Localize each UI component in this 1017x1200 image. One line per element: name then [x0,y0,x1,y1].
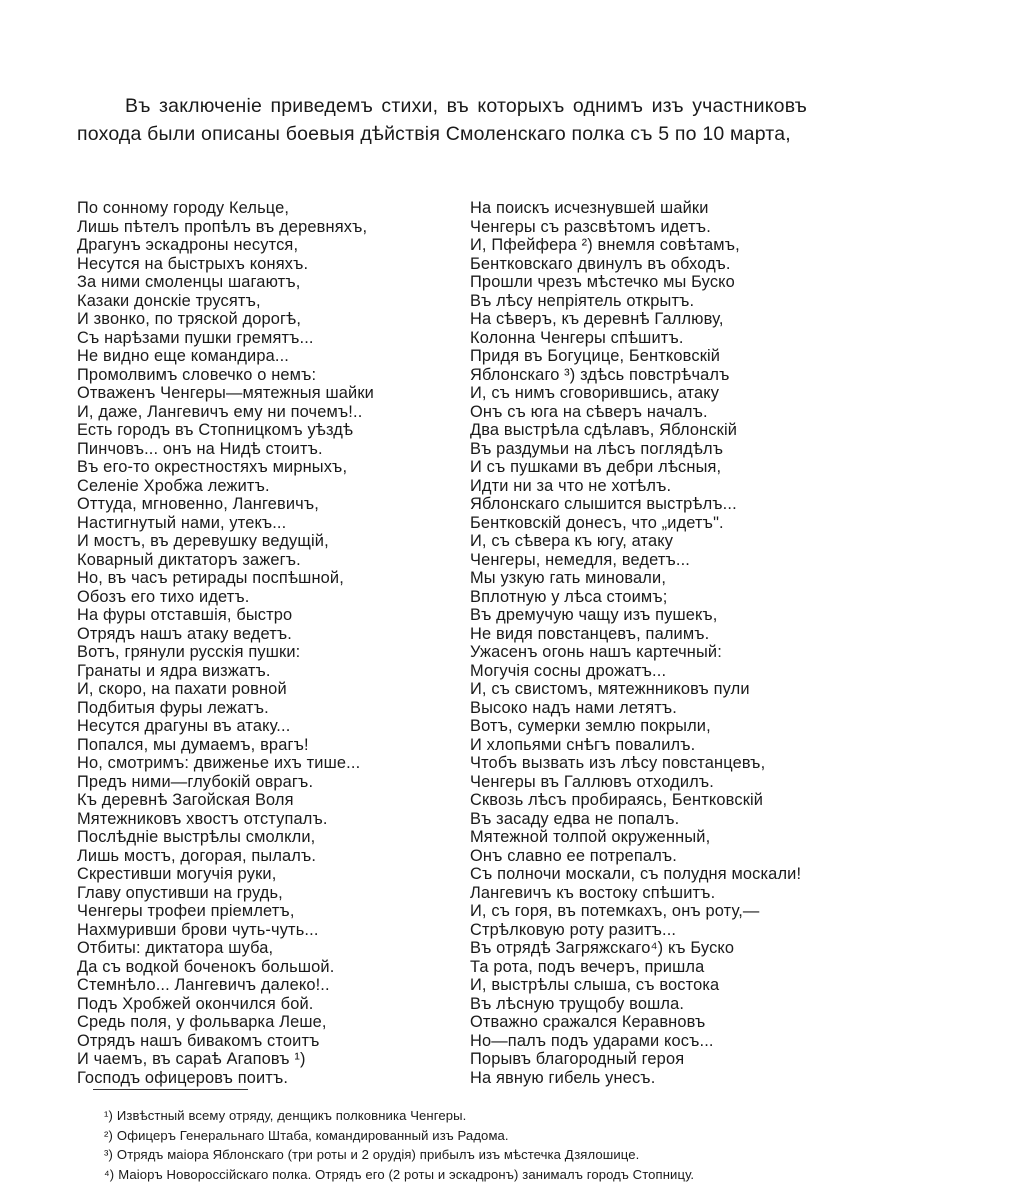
poem-line: Онъ славно ее потрепалъ. [470,846,678,865]
poem-line: На явную гибель унесъ. [470,1068,656,1087]
poem-line: Настигнутый нами, утекъ... [77,513,287,532]
poem-line: Отрядъ нашъ атаку ведетъ. [77,624,292,643]
poem-line: Высоко надъ нами летятъ. [470,698,677,717]
poem-line: Лангевичъ къ востоку спѣшитъ. [470,883,716,902]
poem-line: Въ лѣсную трущобу вошла. [470,994,685,1013]
poem-line: И мостъ, въ деревушку ведущій, [77,532,329,550]
poem-line: Ченгеры съ разсвѣтомъ идетъ. [470,217,711,236]
poem-line: Гранаты и ядра визжатъ. [77,661,271,680]
poem-line: Къ деревнѣ Загойская Воля [77,791,294,809]
poem-line: На фуры отставшія, быстро [77,606,293,624]
poem-line: Въ его-то окрестностяхъ мирныхъ, [77,458,348,476]
poem-line: Да съ водкой боченокъ большой. [77,957,335,976]
poem-line: Оттуда, мгновенно, Лангевичъ, [77,495,319,513]
footnote-number: ³) [104,1147,113,1163]
poem-line: Вотъ, сумерки землю покрыли, [470,717,711,735]
poem-line: Но, смотримъ: движенье ихъ тише... [77,754,361,772]
poem-line: Вплотную у лѣса стоимъ; [470,587,668,606]
poem-line: Ужасенъ огонь нашъ картечный: [470,643,722,661]
poem-line: Порывъ благородный героя [470,1050,685,1068]
footnote-number: ¹) [104,1108,113,1123]
poem-line: И, даже, Лангевичъ ему ни почемъ!.. [77,402,363,421]
poem-line: Подъ Хробжей окончился бой. [77,994,314,1013]
poem-line: Въ отрядѣ Загряжскаго⁴) къ Буско [470,939,735,957]
poem-line: Чтобъ вызвать изъ лѣсу повстанцевъ, [470,754,766,772]
footnote-text: Отрядъ маіора Яблонскаго (три роты и 2 орудія) прибылъ изъ мѣстечка Дзялошице. [116,1147,640,1163]
poem-line: Въ засаду едва не попалъ. [470,809,680,828]
poem-line: Стемнѣло... Лангевичъ далеко!.. [77,976,330,994]
poem-line: Отбиты: диктатора шуба, [77,939,274,957]
poem-line: По сонному городу Кельце, [77,199,290,217]
poem-line: Могучія сосны дрожатъ... [470,661,667,680]
footnote-divider [93,1089,248,1090]
poem-line: Ченгеры, немедля, ведетъ... [470,550,691,569]
footnote-text: Маіоръ Новороссійскаго полка. Отрядъ его (2 роты и эскадронъ) занималъ городъ Стопницу. [118,1166,695,1182]
poem-line: Лишь пѣтелъ пропѣлъ въ деревняхъ, [77,217,368,236]
poem-line: И, выстрѣлы слыша, съ востока [470,976,720,994]
footnote [104,1126,824,1146]
poem-line: Несутся на быстрыхъ коняхъ. [77,254,309,273]
intro-text: Въ заключеніе приведемъ стихи, въ которыхъ однимъ изъ участниковъ похода были описаны боевыя дѣйствія Смоленскаго полка съ 5 по 10 марта, [77,95,807,145]
poem-line: Онъ съ юга на сѣверъ началъ. [470,402,708,421]
poem-line: Попался, мы думаемъ, врагъ! [77,735,309,754]
poem-line: Прошли чрезъ мѣстечко мы Буско [470,273,735,291]
poem-line: И чаемъ, въ сараѣ Агаповъ ¹) [77,1050,306,1068]
poem-line: Лишь мостъ, догорая, пылалъ. [77,846,317,865]
poem-line: И съ пушками въ дебри лѣсныя, [470,458,722,476]
poem-line: Съ полночи москали, съ полудня москали! [470,865,802,883]
poem-line: Скрестивши могучія руки, [77,865,277,883]
poem-line: Предъ ними—глубокій оврагъ. [77,772,314,791]
poem-line: И, съ горя, въ потемкахъ, онъ роту,— [470,902,760,920]
poem-line: И, съ сѣвера къ югу, атаку [470,532,674,550]
poem-line: Есть городъ въ Стопницкомъ уѣздѣ [77,421,354,439]
poem-line: Мятежниковъ хвостъ отступалъ. [77,809,328,828]
footnote [104,1106,824,1126]
poem-line: Яблонскаго слышится выстрѣлъ... [470,495,737,513]
poem-line: Два выстрѣла сдѣлавъ, Яблонскій [470,421,738,439]
poem-line: Идти ни за что не хотѣлъ. [470,476,672,495]
poem-line: Пинчовъ... онъ на Нидѣ стоитъ. [77,439,323,458]
poem-line: Бентковскаго двинулъ въ обходъ. [470,254,731,273]
poem-line: Селеніе Хробжа лежитъ. [77,476,270,495]
poem-line: Драгунъ эскадроны несутся, [77,236,299,254]
footnotes [104,1106,824,1184]
poem-right-column [470,199,815,1087]
poem-line: И хлопьями снѣгъ повалилъ. [470,735,696,754]
poem-line: Казаки донскіе трусятъ, [77,291,261,310]
poem-line: Сквозь лѣсъ пробираясь, Бентковскій [470,791,764,809]
poem-line: Обозъ его тихо идетъ. [77,587,250,606]
poem-line: И, скоро, на пахати ровной [77,680,287,698]
poem-line: Та рота, подъ вечеръ, пришла [470,957,705,976]
poem-line: Но, въ часъ ретирады поспѣшной, [77,569,344,587]
poem-line: Ченгеры въ Галлювъ отходилъ. [470,772,714,791]
poem-line: На поискъ исчезнувшей шайки [470,199,709,217]
poem-line: Подбитыя фуры лежатъ. [77,698,269,717]
poem-line: Средь поля, у фольварка Леше, [77,1013,327,1031]
poem-line: Яблонскаго ³) здѣсь повстрѣчалъ [470,365,730,384]
poem-line: Въ раздумьи на лѣсъ поглядѣлъ [470,439,724,458]
poem-line: За ними смоленцы шагаютъ, [77,273,301,291]
poem-line: И, Пфейфера ²) внемля совѣтамъ, [470,236,740,254]
poem-line: Коварный диктаторъ зажегъ. [77,550,301,569]
poem-line: Бентковскій донесъ, что „идетъ". [470,513,724,532]
poem-line: Промолвимъ словечко о немъ: [77,365,317,384]
poem-line: И, съ свистомъ, мятежнниковъ пули [470,680,750,698]
poem-line: Послѣдніе выстрѣлы смолкли, [77,828,316,846]
footnote [104,1145,824,1165]
poem-line: Стрѣлковую роту разитъ... [470,920,677,939]
poem-line: Придя въ Богуцице, Бентковскій [470,347,721,365]
poem-line: Главу опустивши на грудь, [77,883,283,902]
poem-line: Въ лѣсу непріятель открытъ. [470,291,695,310]
poem-line: Отважно сражался Керавновъ [470,1013,706,1031]
footnote-text: Офицеръ Генеральнаго Штаба, командированный изъ Радома. [116,1127,509,1143]
poem-line: Не видно еще командира... [77,347,290,365]
poem-line: Въ дремучую чащу изъ пушекъ, [470,606,718,624]
poem-line: Ченгеры трофеи пріемлетъ, [77,902,295,920]
poem-left-column [77,199,447,1087]
poem-line: Вотъ, грянули русскія пушки: [77,643,301,661]
footnote-number: ⁴) [104,1166,115,1182]
poem-line: Не видя повстанцевъ, палимъ. [470,624,710,643]
poem-line: Господъ офицеровъ поитъ. [77,1068,289,1087]
footnote-number: ²) [104,1127,113,1143]
poem-line: Мятежной толпой окруженный, [470,828,711,846]
poem-line: Мы узкую гать миновали, [470,569,667,587]
poem-line: Отрядъ нашъ бивакомъ стоитъ [77,1031,320,1050]
poem-line: На сѣверъ, къ деревнѣ Галлюву, [470,310,724,328]
poem-line: Нахмуривши брови чуть-чуть... [77,920,319,939]
poem-line: И звонко, по тряской дорогѣ, [77,310,302,328]
intro-paragraph [77,93,807,148]
footnote-text: Извѣстный всему отряду, денщикъ полковника Ченгеры. [116,1108,467,1123]
poem-line: Колонна Ченгеры спѣшитъ. [470,328,684,347]
poem-line: Несутся драгуны въ атаку... [77,717,291,735]
footnote [104,1165,824,1185]
poem-line: Отваженъ Ченгеры—мятежныя шайки [77,384,374,402]
poem-line: И, съ нимъ сговорившись, атаку [470,384,720,402]
poem-line: Съ нарѣзами пушки гремятъ... [77,328,314,347]
poem-line: Но—палъ подъ ударами косъ... [470,1031,714,1050]
